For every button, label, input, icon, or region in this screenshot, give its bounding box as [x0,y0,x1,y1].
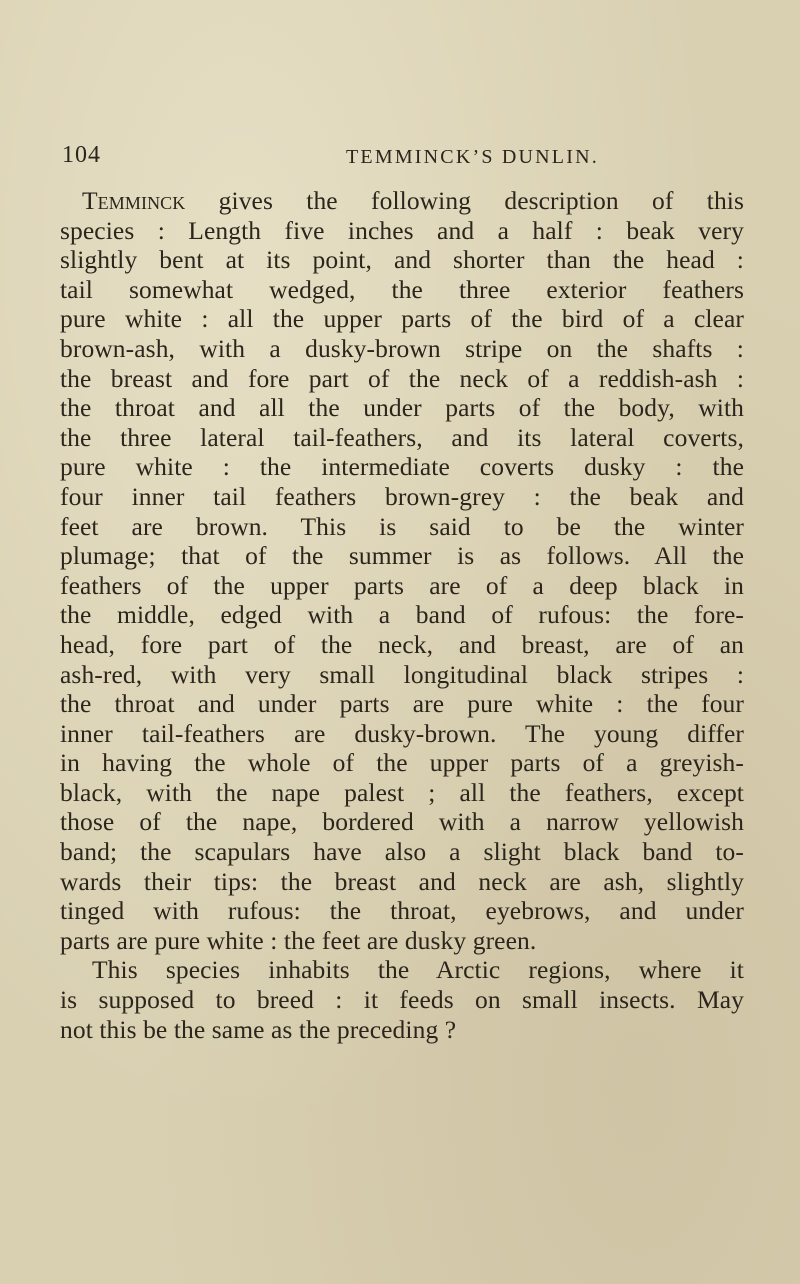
body-text [60,186,744,1044]
text-line: inner tail-feathers are dusky-brown. The young differ [60,718,744,748]
text-line: This species inhabits the Arctic regions, where it [92,955,744,985]
text-line: plumage; that of the summer is as follows. All the [60,541,744,571]
text-line: parts are pure white : the feet are dusky green. [60,925,537,955]
text-line: pure white : the intermediate coverts dusky : the [60,452,744,482]
page-number: 104 [62,142,101,168]
text-line: the breast and fore part of the neck of a reddish-ash : [60,363,744,393]
author-name: Temminck [82,186,186,215]
text-line: Temminck gives the following description of this [82,186,744,215]
text-line: brown-ash, with a dusky-brown stripe on the shafts : [60,333,744,363]
text-line: the throat and under parts are pure white : the four [60,689,744,719]
text-line: four inner tail feathers brown-grey : the beak and [60,481,744,511]
text-line: tinged with rufous: the throat, eyebrows, and under [60,896,744,926]
text-line: feet are brown. This is said to be the winter [60,511,744,541]
text-line: wards their tips: the breast and neck are ash, slightly [60,866,744,896]
text-line: ash-red, with very small longitudinal black stripes : [60,659,744,689]
text-line: black, with the nape palest ; all the feathers, except [60,777,744,807]
text-line: not this be the same as the preceding ? [60,1014,457,1044]
text-line: head, fore part of the neck, and breast, are of an [60,629,744,659]
paragraph-habitat [60,955,744,1044]
running-head [60,142,750,178]
text-line: the three lateral tail-feathers, and its lateral coverts, [60,422,744,452]
text-line: tail somewhat wedged, the three exterior feathers [60,274,744,304]
text-line: species : Length five inches and a half : beak very [60,215,744,245]
text-line: the throat and all the under parts of the body, with [60,393,744,423]
paragraph-description [60,186,744,955]
text-line: those of the nape, bordered with a narrow yellowish [60,807,744,837]
text-line: pure white : all the upper parts of the bird of a clear [60,304,744,334]
text-line: is supposed to breed : it feeds on small insects. May [60,985,744,1015]
text-line: band; the scapulars have also a slight black band to- [60,837,744,867]
text-line: in having the whole of the upper parts of a greyish- [60,748,744,778]
running-title: TEMMINCK’S DUNLIN. [346,146,599,168]
text-line: slightly bent at its point, and shorter than the head : [60,245,744,275]
text-line: feathers of the upper parts are of a deep black in [60,570,744,600]
text-line: the middle, edged with a band of rufous: the fore- [60,600,744,630]
